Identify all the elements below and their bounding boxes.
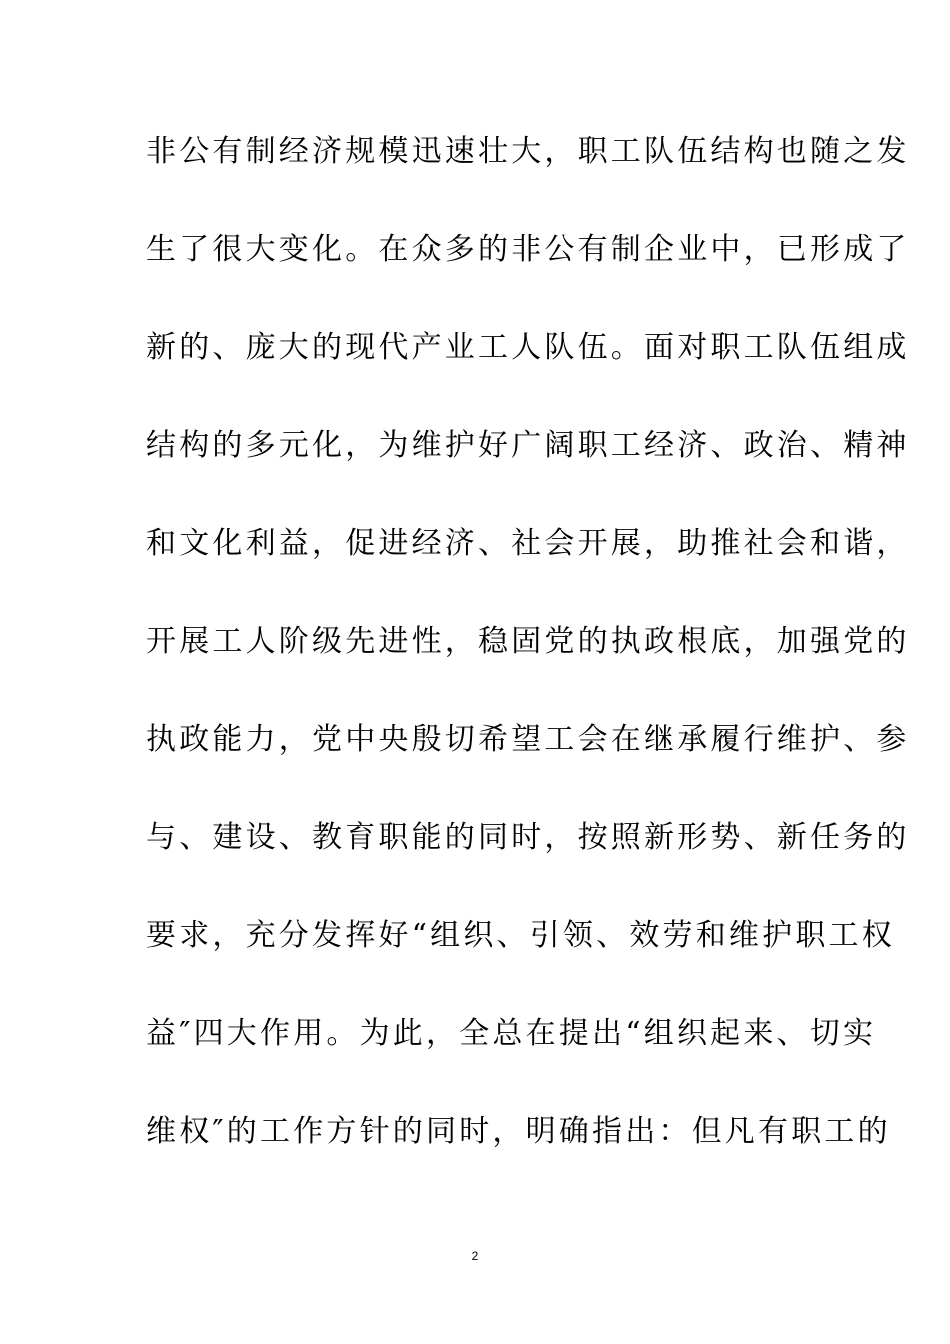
text-line-5: 和文化利益，促进经济、社会开展，助推社会和谐， xyxy=(146,526,910,561)
text-line-3: 新的、庞大的现代产业工人队伍。面对职工队伍组成 xyxy=(146,330,910,365)
text-line-10: 益″四大作用。为此，全总在提出“组织起来、切实 xyxy=(146,1016,877,1051)
page-number: 2 xyxy=(471,1249,479,1263)
text-line-9: 要求，充分发挥好“组织、引领、效劳和维护职工权 xyxy=(146,918,895,953)
text-line-1: 非公有制经济规模迅速壮大，职工队伍结构也随之发 xyxy=(146,134,910,169)
text-line-2: 生了很大变化。在众多的非公有制企业中，已形成了 xyxy=(146,232,910,267)
text-line-6: 开展工人阶级先进性，稳固党的执政根底，加强党的 xyxy=(146,624,910,659)
text-line-4: 结构的多元化，为维护好广阔职工经济、政治、精神 xyxy=(146,428,910,463)
text-line-8: 与、建设、教育职能的同时，按照新形势、新任务的 xyxy=(146,820,910,855)
text-line-11: 维权″的工作方针的同时，明确指出：但凡有职工的 xyxy=(146,1114,891,1149)
body-text xyxy=(146,126,910,1204)
text-line-7: 执政能力，党中央殷切希望工会在继承履行维护、参 xyxy=(146,722,910,757)
